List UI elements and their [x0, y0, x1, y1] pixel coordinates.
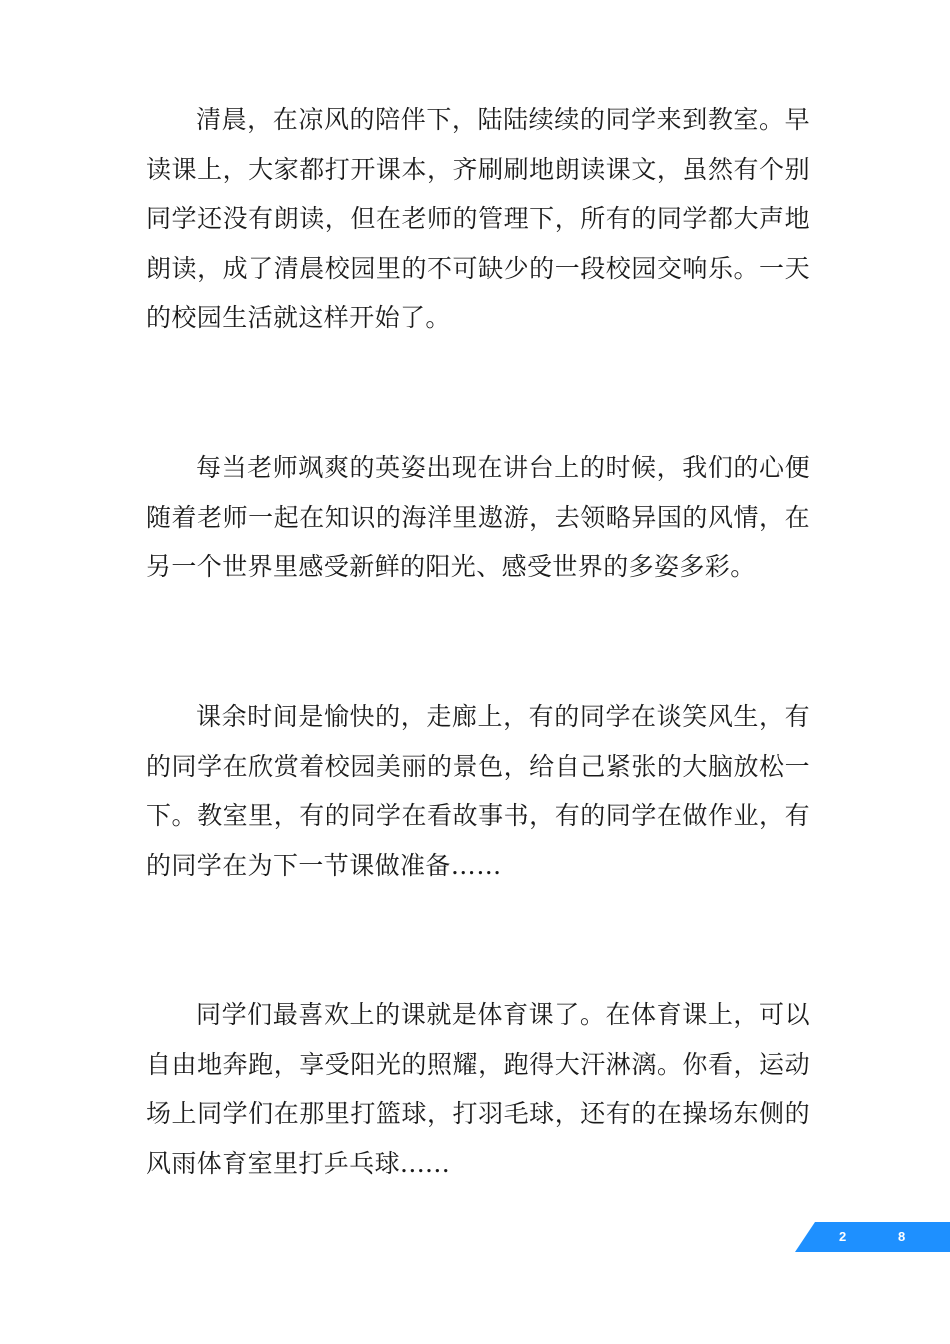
paragraph-teacher-class: 每当老师飒爽的英姿出现在讲台上的时候，我们的心便随着老师一起在知识的海洋里遨游，去领略异国的风情，在另一个世界里感受新鲜的阳光、感受世界的多姿多彩。 — [146, 453, 810, 581]
page-number-badge — [795, 1222, 950, 1252]
paragraph-break-time: 课余时间是愉快的，走廊上，有的同学在谈笑风生，有的同学在欣赏着校园美丽的景色，给自己紧张的大脑放松一下。教室里，有的同学在看故事书，有的同学在做作业，有的同学在为下一节课做准备…… — [146, 702, 810, 880]
page-badge-shape — [795, 1222, 950, 1252]
paragraph-morning-reading: 清晨，在凉风的陪伴下，陆陆续续的同学来到教室。早读课上，大家都打开课本，齐刷刷地朗读课文，虽然有个别同学还没有朗读，但在老师的管理下，所有的同学都大声地朗读，成了清晨校园里的不可缺少的一段校园交响乐。一天的校园生活就这样开始了。 — [146, 105, 810, 332]
current-page-number: 2 — [839, 1229, 847, 1244]
paragraph-pe-class: 同学们最喜欢上的课就是体育课了。在体育课上，可以自由地奔跑，享受阳光的照耀，跑得大汗淋漓。你看，运动场上同学们在那里打篮球，打羽毛球，还有的在操场东侧的风雨体育室里打乒乓球...... — [146, 1000, 810, 1178]
total-page-number: 8 — [898, 1229, 906, 1244]
